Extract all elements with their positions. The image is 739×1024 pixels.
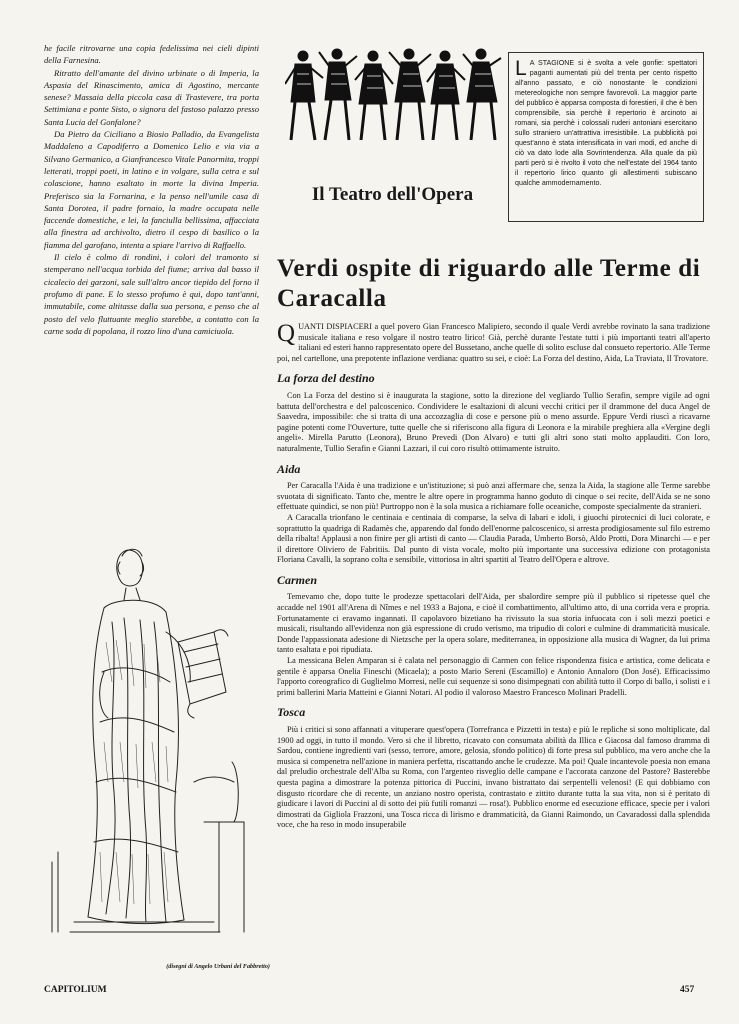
page-number: 457: [680, 985, 695, 995]
left-paragraph: Ritratto dell'amante del divino urbinate o di Imperia, la Aspasia del Rinascimento, amica di Agostino, mercante senese? Massaia della piccola casa di Trastevere, tra porta Settimiana e ponte Sisto, o signora del fastoso palazzo presso Santa Lucia del Gonfalone?: [44, 67, 259, 127]
left-column-text: [44, 42, 259, 337]
section-title: Il Teatro dell'Opera: [311, 184, 474, 205]
section-heading-forza: La forza del destino: [277, 371, 375, 386]
section-heading-aida: Aida: [277, 461, 301, 476]
article-paragraph: Più i critici si sono affannati a vituperare quest'opera (Torrefranca e Pizzetti in testa) e più le repliche si sono moltiplicate, dal 1900 ad oggi, in tutto il mondo. Vero si che il libretto, ricavato con consumata abilità da Illica e Giacosa dal famoso dramma di Sardou, contiene ingredienti vari (sesso, terrore, amore, gelosia, sfondo politico) di forte presa sul pubblico, ma vero anche che la musica si compenetra nell'azione in maniera perfetta, riscattando anche le crudezze. Ma poi! Quale incantevole poesia non emana dal preludio orchestrale dell'Alba su Roma, con l'argenteo risveglio delle campane e l'accorata canzone del Pastore? Basterebbe questa pagina a dimostrare la potenza pittorica di Puccini, invano bistrattato dai serpentelli velenosi! (E qui dobbiamo con disgusto ricordare che di recente, un anziano nostro operista, contrastato e zittito durante tutta la sua vita, non si è peritato di giudicare i lavori di Puccini al di sotto dei più futili romanzi — rosa!). Pubblico enorme ed esecuzione efficace, specie per i valori dimostrati da Gigliola Frazzoni, una Tosca ricca di lirismo e drammaticità, da Gianni Raimondo, un Cavaradossi dalla splendida voce, che ha reso in modo insuperabile: [277, 725, 710, 830]
article-paragraph: Temevamo che, dopo tutte le prodezze spettacolari dell'Aida, per sbalordire sempre più il pubblico si ripetesse quel che accadde nel 1901 all'Arena di Nîmes e nel 1933 a Bajona, e cioè il combattimento, all'ultimo atto, di una corrida vera e propria. Fortunatamente ci eravamo ingannati. Il capolavoro bizetiano ha rivissuto la sua storia infuocata con i soli mezzi poetici e musicali, risultando all'evidenza non già espressione di crudo verismo, ma tripudio di colori e culmine di drammaticità musicale. Donde l'appassionata adesione di Nietzsche per la opera solare, mediterranea, in opposizione alla musica di Wagner, da lui prima tanto esaltata e poi ripudiata.: [277, 592, 710, 655]
section-heading-tosca: Tosca: [277, 705, 306, 720]
left-paragraph: he facile ritrovarne una copia fedelissima nei cieli dipinti della Farnesina.: [44, 43, 259, 66]
sidebar-dropcap: L: [515, 57, 527, 80]
article-headline: Verdi ospite di riguardo alle Terme di Caracalla: [277, 255, 701, 312]
magazine-name: CAPITOLIUM: [44, 985, 107, 995]
figure-caption: (disegni di Angelo Urbani del Fabbretto): [166, 963, 270, 970]
article-body: [277, 322, 710, 831]
article-paragraph: Per Caracalla l'Aida è una tradizione e un'istituzione; si può anzi affermare che, senza la Aida, la stagione alle Terme sarebbe svuotata di significato. Tanto che, mentre le altre opere in programma hanno goduto di cinque o sei recite, dell'Aida se ne sono effettuate quindici, se non più! Purtroppo non è la sola musica a richiamare folle oceaniche, composte specialmente da stranieri.: [277, 481, 710, 512]
section-heading-carmen: Carmen: [277, 572, 318, 587]
sidebar-text: A STAGIONE si è svolta a vele gonfie: spettatori paganti aumentati più del trenta per cento rispetto all'anno passato, e ciò nonostante le condizioni metereologiche non sempre favorevoli. La maggior parte del pubblico è apparsa composta di forestieri, il che è ben comprensibile, sia perchè il repertorio è arcinoto ai romani, sia perchè i colossali ruderi antoniani esercitano sullo straniero un'attrattiva irresistibile. La pubblicità poi quest'anno è stata intensificata in vari modi, ed anche di ciò va dato lode alla Sovrintendenza. Alla quale da più parti però si è rivolto il voto che nell'estate del 1964 tanto il repertorio lirico quanto gli allestimenti subiscano qualche ammodernamento.: [515, 59, 697, 187]
article-paragraph: Con La Forza del destino si è inaugurata la stagione, sotto la direzione del vegliardo Tullio Serafin, sempre vigile ad ogni battuta dell'orchestra e del palcoscenico. Condividere le esaltazioni di alcuni vecchi critici per il drammone del duca Angel de Saavedra, impossibile: che si tratta di una accozzaglia di cose e persone più o meno assurde. Eppure Verdi riuscì a ricavarne pagine potenti come l'Ouverture, tutte quelle che si riferiscono alla figura di Leonora e la mirabile preghiera alla «Vergine degli angeli». Mirella Parutto (Leonora), Bruno Prevedi (Don Alvaro) e tutti gli altri sono stati molto applauditi. Con loro, naturalmente, Tullio Serafin e Gianni Lazzari, il cui coro risultò ottimamente istruito.: [277, 390, 710, 453]
article-dropcap: Q: [277, 320, 296, 347]
dancers-drawing-icon: [285, 44, 503, 146]
statue-drawing-icon: [44, 522, 264, 942]
season-summary-box: [508, 52, 704, 222]
left-paragraph: Il cielo è colmo di rondini, i colori del tramonto si stemperano nell'acqua torbida del fiume; arriva dal basso il cicalecio dei garzoni, sale sull'altro ancor tiepido del forno il profumo di pane. E lo stesso profumo è qui, dopo tant'anni, immutabile, come altitasse dalla sua persona, e penso che al posto del velo fluttuante meglio starebbe, a contatto con la carne soda di popolana, il rozzo lino d'una camiciuola.: [44, 252, 259, 336]
left-paragraph: Da Pietro da Ciciliano a Biosio Palladio, da Evangelista Maddaleno a Capodiferro a Domenico Lelio e via via a Silvano Germanico, a Gianfrancesco Vitale Panormita, troppi letterati, troppi poeti, in latino e in volgare, sulla cetra e sul colascione, hanno esaltato in morte la divina Imperia. Preferisco sia la Fornarina, e la penso nell'umile casa di Santa Dorotea, il padre fornaio, la madre occupata nelle faccende domestiche, e lei, la fanciulla bellissima, affacciata alla finestra ad archivolto, dietro il cespo di basilico o la fiamma del garofano, intenta a spiare l'arrivo di Raffaello.: [44, 129, 259, 250]
article-paragraph: A Caracalla trionfano le centinaia e centinaia di comparse, la selva di labari e idoli, i giuochi pirotecnici di luci colorate, e soprattutto la quadriga di Radamès che, apparendo dal fondo dell'enorme palcoscenico, si arresta prodigiosamente sul filo estremo della ribalta! Applausi a non finire per gli artisti di canto — Claudia Parada, Umberto Borsò, Aldo Protti, Dora Minarchi — e per il direttore Oliviero de Fabritiis. Dal punto di vista vocale, molto più importante una successiva edizione con protagonista Floriana Cavalli, la soprano colta e sensibile, vittoriosa in altri spartiti al Teatro dell'Opera e altrove.: [277, 512, 710, 565]
article-paragraph: La messicana Belen Amparan si è calata nel personaggio di Carmen con felice rispondenza fisica e artistica, come delicata e gentile è apparsa Onelia Fineschi (Micaela); a posto Mario Sereni (Escamillo) e Antonio Annaloro (Don José). Efficacissimo l'apporto coreografico di Guglielmo Morresi, nelle cui sequenze si sono disimpegnati con abilità tutto il Corpo di ballo, i solisti e i primi ballerini Maria Matteini e Gianni Notari. Al podio il valoroso Maestro Francesco Molinari Pradelli.: [277, 656, 710, 697]
article-intro-text: UANTI DISPIACERI a quel povero Gian Francesco Malipiero, secondo il quale Verdi avrebbe rovinato la sana tradizione musicale italiana e reso volgare il nostro teatro lirico! Già, perchè durante l'estate tutti i più importanti teatri all'aperto italiani ed esteri hanno rappresentato opere del Bussetano, anche quelle di solito escluse dal consueto repertorio. Alle Terme poi, nel cartellone, una prepotente inflazione verdiana: quattro su sei, e cioè: La Forza del destino, Aida, La Traviata, Il Trovatore.: [277, 322, 710, 363]
article-intro: [277, 322, 710, 364]
